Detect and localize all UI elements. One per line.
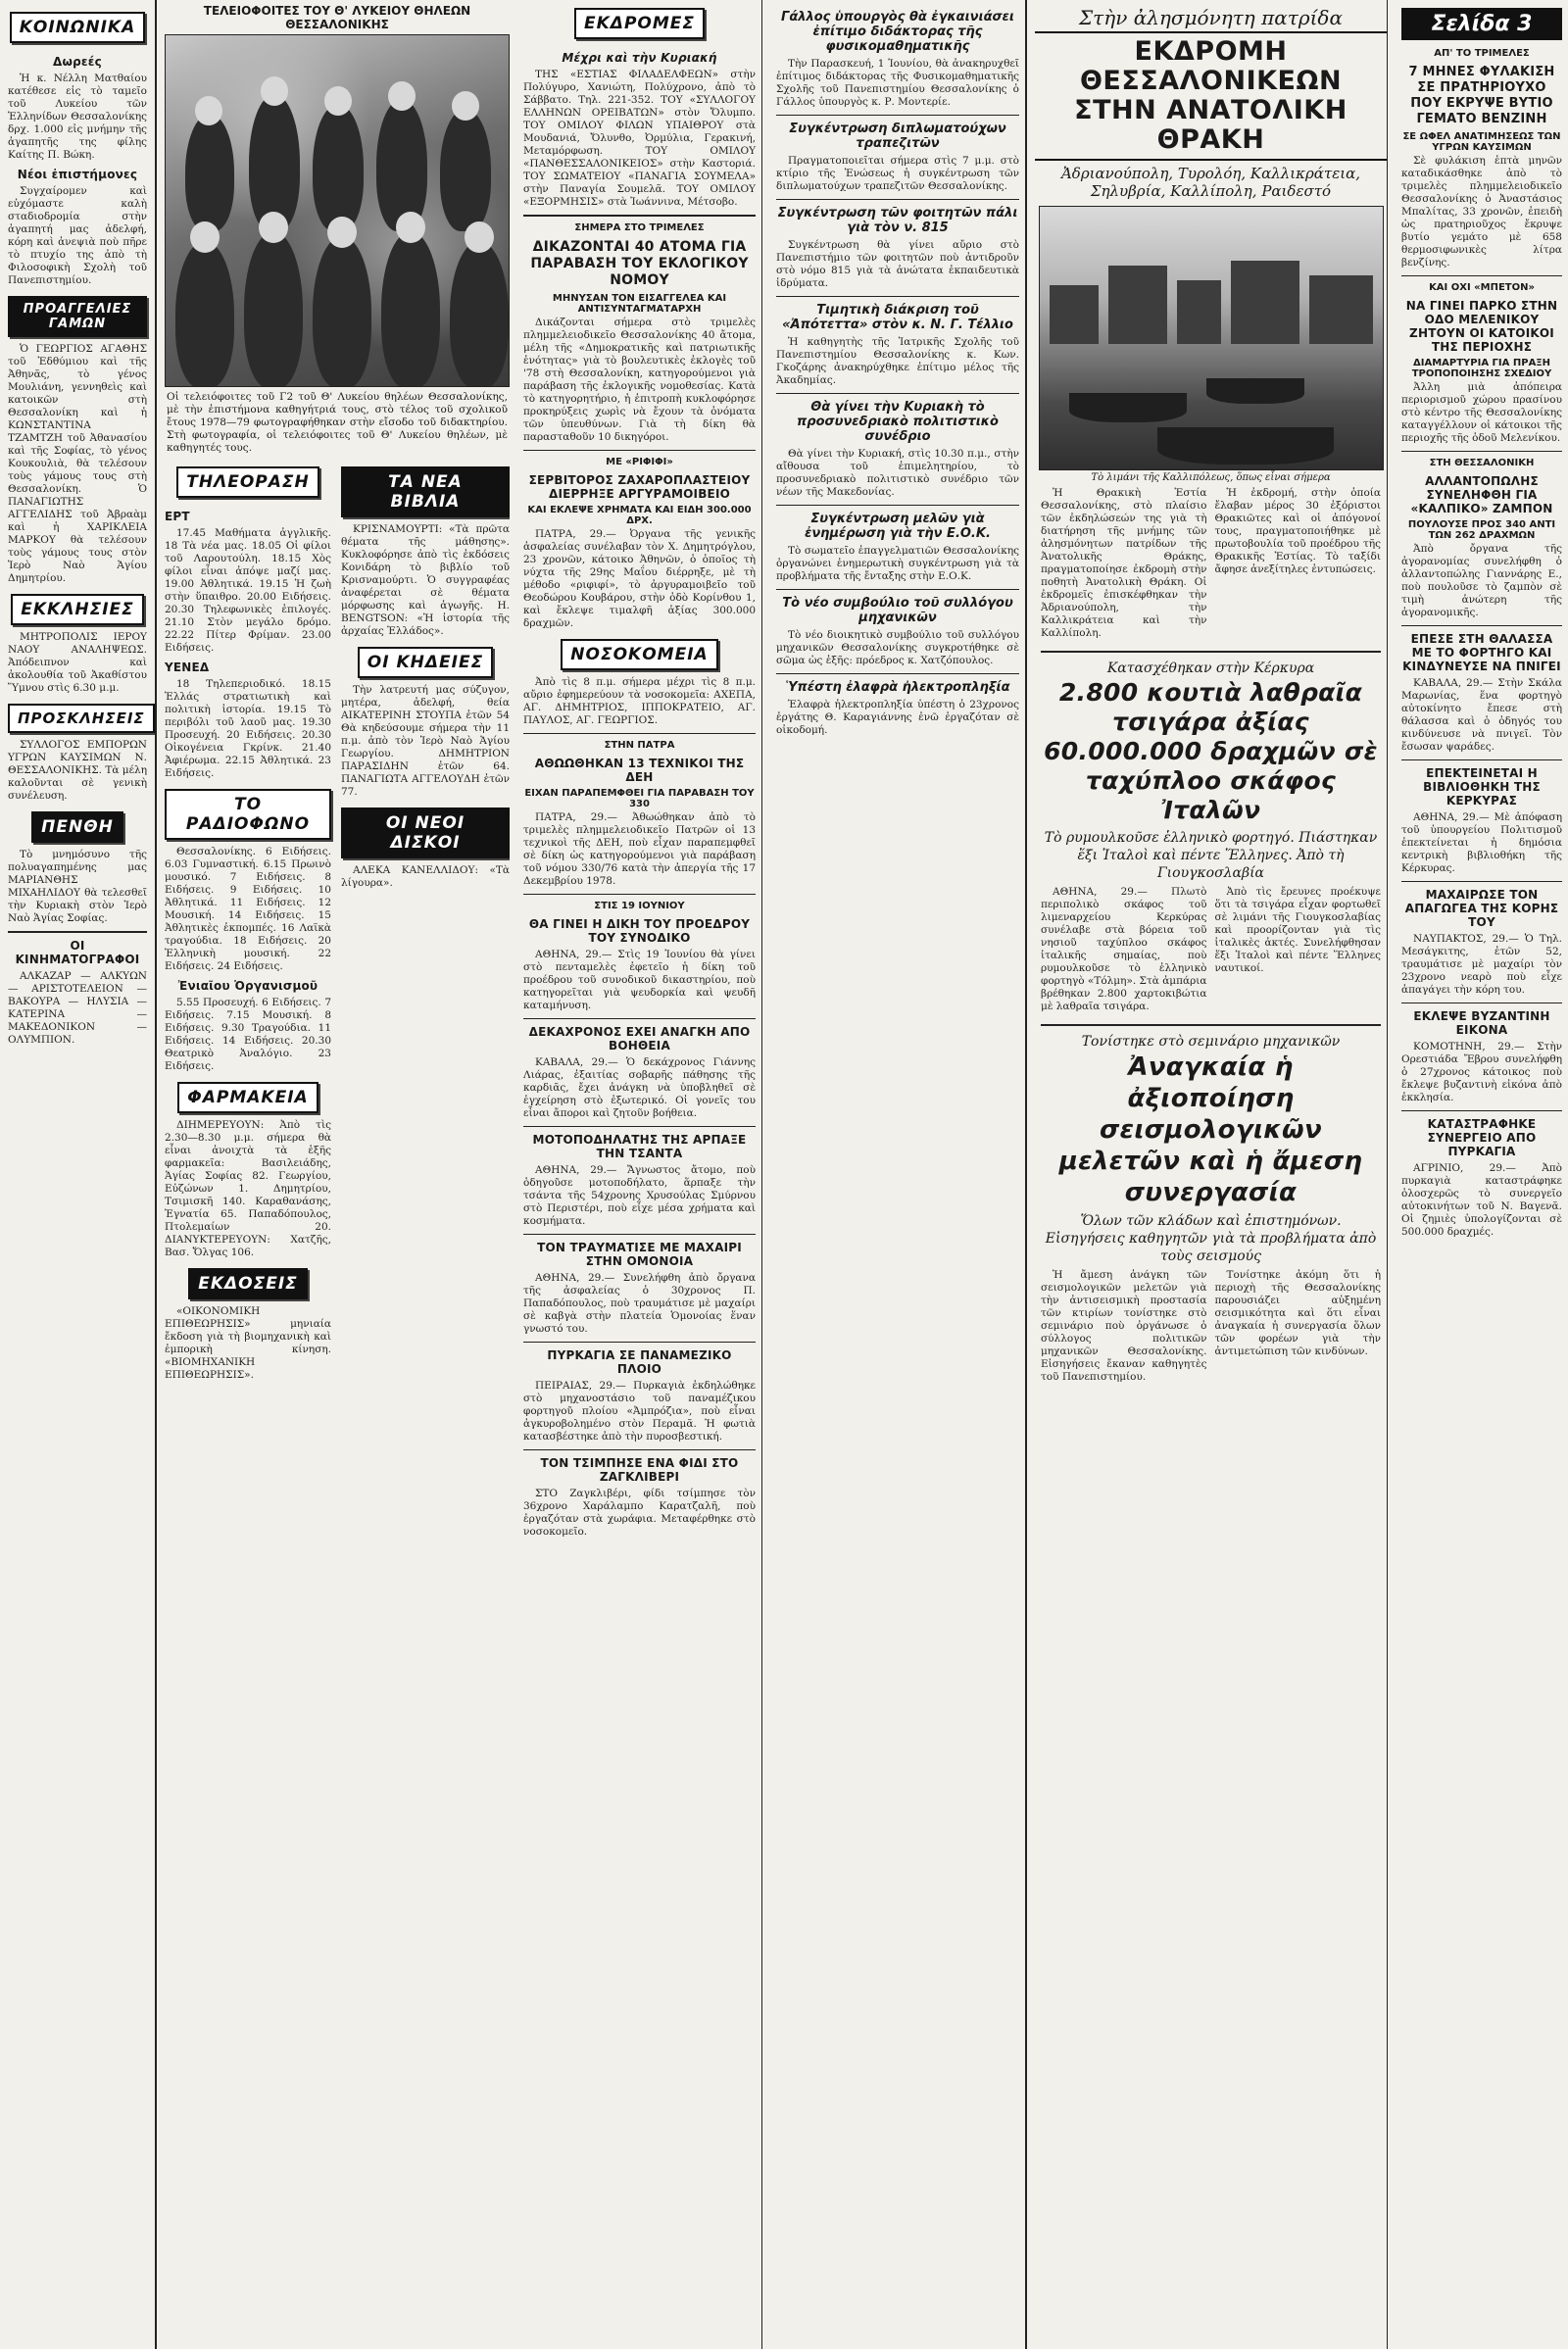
congress-text: Θὰ γίνει τὴν Κυριακή, στὶς 10.30 π.μ., στὴν αἴθουσα τοῦ ἐπιμελητηρίου, τὸ προσυνεδριακὸ πολιτιστικὸ συνέδριο τῶν νέων τῆς Μακεδονίας. [776, 448, 1019, 498]
yened-schedule: 18 Τηλεπεριοδικό. 18.15 Ἑλλάς στρατιωτικὴ καὶ πολιτικὴ ἱστορία. 19.15 Τὸ περιβόλι τοῦ λαοῦ μας. 19.30 Προσευχή. 20 Ειδήσεις. 20.30 Οἰκογένεια Γκρίνκ. 21.40 Ἀφιέρωμα. 22.15 Ἀθλητικά. 23 Ειδήσεις. [165, 678, 331, 779]
ert-title: ΕΡΤ [165, 510, 190, 523]
news-column-1 [517, 0, 762, 2349]
tenyear-text: ΚΑΒΑΛΑ, 29.— Ὁ δεκάχρονος Γιάννης Λιάρας, ἐξαιτίας σοβαρῆς πάθησης τῆς καρδιᾶς, ἔχει ἀνάγκη νὰ ὑποβληθεῖ σὲ ἐγχείρηση στὸ ἐξωτερικό. Οἱ γονεῖς του εἶναι ἄποροι καὶ ζητοῦν βοήθεια. [523, 1056, 756, 1119]
fuel-headline: 7 ΜΗΝΕΣ ΦΥΛΑΚΙΣΗ ΣΕ ΠΡΑΤΗΡΙΟΥΧΟ ΠΟΥ ΕΚΡΥΨΕ ΒΥΤΙΟ ΓΕΜΑΤΟ ΒΕΝΖΙΝΗ [1408, 65, 1555, 126]
radio-schedule: Θεσσαλονίκης. 6 Ειδήσεις. 6.03 Γυμναστική. 6.15 Πρωινὸ μουσικό. 7 Ειδήσεις. 8 Ειδήσεις. 9 Ειδήσεις. 10 Ἀθλητικά. 11 Ειδήσεις. 12 Μουσική. 14 Ειδήσεις. 15 Ἀθλητικὲς ἐκπομπές. 16 Λαϊκὰ τραγούδια. 18 Ειδήσεις. 20 Ἐλληνικὴ μουσική. 22 Ειδήσεις. 24 Ειδήσεις. [165, 846, 331, 972]
broadcast-column [165, 461, 331, 1385]
second-program-title: Ἐνιαῖου Ὀργανισμοῦ [177, 979, 318, 993]
fire-headline: ΚΑΤΑΣΤΡΑΦΗΚΕ ΣΥΝΕΡΓΕΙΟ ΑΠΟ ΠΥΡΚΑΓΙΑ [1427, 1117, 1537, 1158]
funerals-text: Τὴν λατρευτή μας σύζυγον, μητέρα, ἀδελφή, θεία ΑΙΚΑΤΕΡΙΝΗ ΣΤΟΥΠΑ ἐτῶν 54 Θὰ κηδεύσουμε σήμερα τὴν 11 π.μ. ἀπὸ τὸν Ἱερὸ Ναὸ Ἁγίου Γεωργίου. ΔΗΜΗΤΡΙΟΝ ΠΑΡΑΣΙΔΗΝ ἐτῶν 64. ΠΑΝΑΓΙΩΤΑ ΑΓΓΕΛΟΥΔΗ ἐτῶν 77. [341, 684, 510, 798]
excursions-text: ΤΗΣ «ΕΣΤΙΑΣ ΦΙΛΑΔΕΛΦΕΩΝ» στὴν Πολύγυρο, Χανιώτη, Πολύχρονο, ἀπὸ τὸ Σάββατο. Τηλ. 221-352. ΤΟΥ «ΣΥΛΛΟΓΟΥ ΕΛΛΗΝΩΝ ΟΡΕΙΒΑΤΩΝ» στὸν Ὄλυμπο. ΤΟΥ ΟΜΙΛΟΥ ΦΙΛΩΝ ΥΠΑΙΘΡΟΥ στὰ Μουδανιά, Ὄλυνθο, Ὀρμύλια, Γερακινή, Μεταμόρφωση. ΤΟΥ ΟΜΙΛΟΥ «ΠΑΝΘΕΣΣΑΛΟΝΙΚΕΙΟΣ» στὴν Καστοριά. ΤΟΥ ΣΩΜΑΤΕΙΟΥ «ΠΑΝΑΓΙΑ ΣΟΥΜΕΛΑ» στὴν Παναγία Σουμελᾶ. ΤΟΥ ΟΜΙΛΟΥ «ΕΞΟΡΜΗΣΙΣ» στὰ Ἰωάννινα, Μέτσοβο. [523, 69, 756, 208]
tv-banner: ΤΗΛΕΟΡΑΣΗ [176, 466, 319, 498]
electro-headline: Ὑπέστη ἐλαφρὰ ἠλεκτροπληξία [785, 680, 1010, 695]
hospitals-banner: ΝΟΣΟΚΟΜΕΙΑ [561, 639, 717, 670]
park-subhead: ΔΙΑΜΑΡΤΥΡΙΑ ΓΙΑ ΠΡΑΞΗ ΤΡΟΠΟΠΟΙΗΣΗΣ ΣΧΕΔΙΟΥ [1411, 358, 1552, 379]
patra-kicker: ΣΤΗΝ ΠΑΤΡΑ [604, 740, 675, 751]
society-column [0, 0, 157, 2349]
smuggle-kicker: Κατασχέθηκαν στὴν Κέρκυρα [1106, 661, 1315, 676]
trial-subhead: ΜΗΝΥΣΑΝ ΤΟΝ ΕΙΣΑΓΓΕΛΕΑ ΚΑΙ ΑΝΤΙΣΥΝΤΑΓΜΑΤΑΡΧΗ [552, 293, 727, 315]
sea-text: ΚΑΒΑΛΑ, 29.— Στὴν Σκάλα Μαρωνίας, ἕνα φορτηγὸ αὐτοκίνητο ἔπεσε στὴ θάλασσα καὶ ὁ ὁδηγός του κινδύνευσε νὰ πνιγεῖ. Τὸν ἔσωσαν ψαράδες. [1401, 677, 1562, 753]
rifi-kicker: ΜΕ «ΡΙΦΙΦΙ» [606, 457, 673, 467]
page-number-label: Σελίδα 3 [1401, 8, 1562, 40]
smuggle-headline: 2.800 κουτιὰ λαθραῖα τσιγάρα ἀξίας 60.000.000 δραχμῶν σὲ ταχύπλοο σκάφος Ἰταλῶν [1044, 678, 1378, 824]
records-text: ΑΛΕΚΑ ΚΑΝΕΛΛΙΔΟΥ: «Τὰ λίγουρα». [341, 864, 510, 889]
right-column [1396, 0, 1568, 2349]
allant-headline: ΑΛΛΑΝΤΟΠΩΛΗΣ ΣΥΝΕΛΗΦΘΗ ΓΙΑ «ΚΑΛΠΙΚΟ» ΖΑΜΠΟΝ [1410, 474, 1553, 515]
trial-kicker: ΣΗΜΕΡΑ ΣΤΟ ΤΡΙΜΕΛΕΣ [574, 222, 705, 233]
park-kicker: ΚΑΙ ΟΧΙ «ΜΠΕΤΟΝ» [1429, 282, 1535, 293]
mourning-text: Τὸ μνημόσυνο τῆς πολυαγαπημένης μας ΜΑΡΙΑΝΘΗΣ ΜΙΧΑΗΛΙΔΟΥ θὰ τελεσθεῖ τὴν Κυριακὴ στὸν Ἱερὸ Ναὸ Ἁγίας Σοφίας. [8, 849, 147, 924]
lecture-headline: Τιμητικὴ διάκριση τοῦ «Ἀπότεττα» στὸν κ. Ν. Γ. Τέλλιο [782, 303, 1013, 332]
donations-text: Ἡ κ. Νέλλη Ματθαίου κατέθεσε εἰς τὸ ταμεῖο τοῦ Λυκείου τῶν Ἑλληνίδων Θεσσαλονίκης δρχ. 1.000 εἰς μνήμην τῆς ἀγαπητῆς της φίλης Καίτης Π. Βώκη. [8, 73, 147, 161]
bank-headline: Συγκέντρωση διπλωματούχων τραπεζιτῶν [789, 122, 1006, 151]
snake-text: ΣΤΟ Ζαγκλιβέρι, φίδι τσίμπησε τὸν 36χρονο Χαράλαμπο Καρατζαλῆ, ποὺ ἐργαζόταν στὰ χωράφια. Μεταφέρθηκε στὸ νοσοκομεῖο. [523, 1488, 756, 1538]
seminar-kicker: Τονίστηκε στὸ σεμινάριο μηχανικῶν [1081, 1034, 1341, 1050]
seminar-subhead: Ὅλων τῶν κλάδων καὶ ἐπιστημόνων. Εἰσηγήσεις καθηγητῶν γιὰ τὰ προβλήματα ἀπὸ τοὺς σεισμούς [1045, 1213, 1377, 1264]
graduates-photo [165, 34, 510, 387]
excursions-title: Μέχρι καὶ τὴν Κυριακή [562, 51, 717, 65]
editions-text: «ΟΙΚΟΝΟΜΙΚΗ ΕΠΙΘΕΩΡΗΣΙΣ» μηνιαία ἔκδοση γιὰ τὴ βιομηχανικὴ καὶ ἐμπορικὴ κίνηση. «ΒΙΟΜΗΧΑΝΙΚΗ ΕΠΙΘΕΩΡΗΣΙΣ». [165, 1305, 331, 1381]
students-headline: Συγκέντρωση τῶν φοιτητῶν πάλι γιὰ τὸν ν. 815 [777, 206, 1018, 235]
new-graduates-title: Νέοι ἐπιστήμονες [17, 168, 138, 181]
books-banner: ΤΑ ΝΕΑ ΒΙΒΛΙΑ [341, 466, 510, 517]
electro-text: Ἐλαφρὰ ἠλεκτροπληξία ὑπέστη ὁ 23χρονος ἐργάτης Θ. Καραγιάννης ἐνῶ ἐργαζόταν σὲ οἰκοδομή. [776, 699, 1019, 736]
park-text: Ἀλλη μιὰ ἀπόπειρα περιορισμοῦ χώρου πρασίνου στὸ κέντρο τῆς Θεσσαλονίκης καταγγέλλουν οἱ κάτοικοι τῆς περιοχῆς τῆς ὁδοῦ Μελενίκου. [1401, 381, 1562, 444]
gallop-text: Τὴν Παρασκευή, 1 Ἰουνίου, θὰ ἀνακηρυχθεῖ ἐπίτιμος διδάκτορας τῆς Φυσικομαθηματικῆς Σχολῆς τοῦ Πανεπιστημίου Θεσσαλονίκης ὁ Γάλλος ὑπουργὸς κ. Ρ. Μοντερίε. [776, 58, 1019, 108]
radio-banner: ΤΟ ΡΑΔΙΟΦΩΝΟ [165, 789, 331, 840]
cinemas-title: ΟΙ ΚΙΝΗΜΑΤΟΓΡΑΦΟΙ [15, 939, 140, 966]
june-headline: ΘΑ ΓΙΝΕΙ Η ΔΙΚΗ ΤΟΥ ΠΡΟΕΔΡΟΥ ΤΟΥ ΣΥΝΟΔΙΚΟ [528, 917, 751, 945]
kallipoli-photo-caption: Τὸ λιμάνι τῆς Καλλιπόλεως, ὅπως εἶναι σήμερα [1091, 472, 1331, 483]
sea-headline: ΕΠΕΣΕ ΣΤΗ ΘΑΛΑΣΣΑ ΜΕ ΤΟ ΦΟΡΤΗΓΟ ΚΑΙ ΚΙΝΔΥΝΕΥΣΕ ΝΑ ΠΝΙΓΕΙ [1402, 632, 1561, 673]
rifi-subhead: ΚΑΙ ΕΚΛΕΨΕ ΧΡΗΜΑΤΑ ΚΑΙ ΕΙΔΗ 300.000 ΔΡΧ. [527, 505, 752, 526]
eok-headline: Συγκέντρωση μελῶν γιὰ ἐνημέρωση γιὰ τὴν Ε.Ο.Κ. [805, 512, 991, 541]
pharmacies-banner: ΦΑΡΜΑΚΕΙΑ [177, 1082, 318, 1113]
fire-text: ΑΓΡΙΝΙΟ, 29.— Ἀπὸ πυρκαγιὰ καταστράφηκε ὁλοσχερῶς τὸ συνεργεῖο αὐτοκινήτων τοῦ Ν. Βαγενᾶ. Οἱ ζημιὲς ὑπολογίζονται σὲ 500.000 δραχμές. [1401, 1162, 1562, 1238]
trial-headline: ΔΙΚΑΖΟΝΤΑΙ 40 ΑΤΟΜΑ ΓΙΑ ΠΑΡΑΒΑΣΗ ΤΟΥ ΕΚΛΟΓΙΚΟΥ ΝΟΜΟΥ [530, 239, 749, 288]
bank-text: Πραγματοποιεῖται σήμερα στὶς 7 μ.μ. στὸ κτίριο τῆς Ἐνώσεως ἡ συγκέντρωση τῶν διπλωματούχων τραπεζιτῶν Θεσσαλονίκης. [776, 155, 1019, 192]
moto-headline: ΜΟΤΟΠΟΔΗΛΑΤΗΣ ΤΗΣ ΑΡΠΑΞΕ ΤΗΝ ΤΣΑΝΤΑ [532, 1133, 747, 1160]
board-text: Τὸ νέο διοικητικὸ συμβούλιο τοῦ συλλόγου μηχανικῶν Θεσσαλονίκης συγκροτήθηκε σὲ σῶμα ὡς ἑξῆς: πρόεδρος κ. Χατζόπουλος. [776, 629, 1019, 666]
eok-text: Τὸ σωματεῖο ἐπαγγελματιῶν Θεσσαλονίκης ὀργανώνει ἐνημερωτικὴ συγκέντρωση γιὰ τὰ προβλήματα τῆς ἔνταξης στὴν Ε.Ο.Κ. [776, 545, 1019, 582]
invitations-text: ΣΥΛΛΟΓΟΣ ΕΜΠΟΡΩΝ ΥΓΡΩΝ ΚΑΥΣΙΜΩΝ Ν. ΘΕΣΣΑΛΟΝΙΚΗΣ. Τὰ μέλη καλοῦνται σὲ γενικὴ συνέλευση. [8, 739, 147, 802]
tenyear-headline: ΔΕΚΑΧΡΟΝΟΣ ΕΧΕΙ ΑΝΑΓΚΗ ΑΠΟ ΒΟΗΘΕΙΑ [528, 1025, 751, 1052]
trip-kicker: Στὴν ἀλησμόνητη πατρίδα [1079, 6, 1343, 29]
congress-headline: Θὰ γίνει τὴν Κυριακὴ τὸ προσυνεδριακὸ πολιτιστικὸ συνέδριο [797, 400, 999, 444]
funerals-banner: ΟΙ ΚΗΔΕΙΕΣ [358, 647, 493, 678]
allant-text: Ἀπὸ ὄργανα τῆς ἀγορανομίας συνελήφθη ὁ ἀλλαντοπώλης Γιαννάρης Ε., ποὺ πουλοῦσε τὸ ζαμπὸν σὲ τιμὴ ἀνώτερη τῆς ἀγορανομικῆς. [1401, 543, 1562, 618]
trip-text-2: Ἡ ἐκδρομή, στὴν ὁποία ἔλαβαν μέρος 30 ἐξόριστοι Θρακιῶτες καὶ οἱ ἀπόγονοί τους, πραγματοποιήθηκε μὲ πρωτοβουλία τοῦ προέδρου τῆς Θρακικῆς Ἑστίας. Τὸ ταξίδι ἄφησε ἀνεξίτηλες ἐντυπώσεις. [1214, 487, 1381, 575]
smuggle-text-1: ΑΘΗΝΑ, 29.— Πλωτὸ περιπολικὸ σκάφος τοῦ λιμεναρχείου Κερκύρας συνέλαβε στὰ βόρεια τοῦ νησιοῦ ταχύπλοο σκάφος ἰταλικῆς σημαίας, ποὺ ρυμουλκοῦσε τὸ ἑλληνικὸ φορτηγὸ «Τόλμη». Στὰ ἀμπάρια βρέθηκαν 2.800 χαρτοκιβώτια μὲ λαθραῖα τσιγάρα. [1041, 886, 1207, 1012]
invitations-banner: ΠΡΟΣΚΛΗΣΕΙΣ [8, 704, 155, 733]
churches-banner: ΕΚΚΛΗΣΙΕΣ [11, 594, 144, 625]
gallop-headline: Γάλλος ὑπουργὸς θὰ ἐγκαινιάσει ἐπίτιμο διδάκτορας τῆς φυσικομαθηματικῆς [781, 10, 1014, 54]
pharmacies-text: ΔΙΗΜΕΡΕΥΟΥΝ: Ἀπὸ τὶς 2.30—8.30 μ.μ. σήμερα θὰ εἶναι ἀνοιχτὰ τὰ ἑξῆς φαρμακεῖα: Βασιλειάδης, Ἁγίας Σοφίας 82. Γεωργίου, Εὐζώνων 1. Δημητρίου, Τσιμισκῆ 140. Καραθανάσης, Ἐγνατία 65. Παπαδόπουλος, Πτολεμαίων 20. ΔΙΑΝΥΚΤΕΡΕΥΟΥΝ: Χατζῆς, Βασ. Ὄλγας 106. [165, 1119, 331, 1258]
trip-headline: ΕΚΔΡΟΜΗ ΘΕΣΣΑΛΟΝΙΚΕΩΝ ΣΤΗΝ ΑΝΑΤΟΛΙΚΗ ΘΡΑΚΗ [1035, 31, 1387, 161]
excursions-banner: ΕΚΔΡΟΜΕΣ [574, 8, 705, 39]
feature-column [1035, 0, 1388, 2349]
wounded-headline: ΤΟΝ ΤΡΑΥΜΑΤΙΣΕ ΜΕ ΜΑΧΑΙΡΙ ΣΤΗΝ ΟΜΟΝΟΙΑ [537, 1241, 742, 1268]
board-headline: Τὸ νέο συμβούλιο τοῦ συλλόγου μηχανικῶν [782, 596, 1013, 625]
fuel-kicker: ΑΠ' ΤΟ ΤΡΙΜΕΛΕΣ [1434, 48, 1530, 59]
cinemas-text: ΑΛΚΑΖΑΡ — ΑΛΚΥΩΝ — ΑΡΙΣΤΟΤΕΛΕΙΟΝ — ΒΑΚΟΥΡΑ — ΗΛΥΣΙΑ — ΚΑΤΕΡΙΝΑ — ΜΑΚΕΔΟΝΙΚΟΝ — ΟΛΥΜΠΙΟΝ. [8, 970, 147, 1046]
moto-text: ΑΘΗΝΑ, 29.— Ἄγνωστος ἄτομο, ποὺ ὁδηγοῦσε μοτοποδήλατο, ἅρπαξε τὴν τσάντα τῆς 54χρονης Χρυσούλας Σμύρνου στὸ Περιστέρι, ποὺ εἶχε μέσα χρήματα καὶ κοσμήματα. [523, 1164, 756, 1227]
june-text: ΑΘΗΝΑ, 29.— Στὶς 19 Ἰουνίου θὰ γίνει στὸ πενταμελὲς ἐφετεῖο ἡ δίκη τοῦ προέδρου τοῦ συνοδικοῦ δικαστηρίου, ποὺ κατηγορεῖται γιὰ ψευδορκία καὶ ψευδῆ καταμήνυση. [523, 949, 756, 1011]
rifi-text: ΠΑΤΡΑ, 29.— Ὀργανα τῆς γενικῆς ἀσφαλείας συνέλαβαν τὸν Χ. Δημητρόγλου, 23 χρονῶν, κάτοικο Ἀθηνῶν, ὁ ὁποῖος τὴ νύχτα τῆς 29ης Μαΐου διέρρηξε, μὲ τὴ μέθοδο «ριφιφί», τὸ ἀργυραμοιβεῖο τοῦ Θεοδώρου Κουβάρου, στὴν ὁδὸ Κορίνθου 1, καὶ ἔκλεψε τιμαλφῆ ἀξίας 300.000 δραχμῶν. [523, 528, 756, 629]
second-program-schedule: 5.55 Προσευχή. 6 Ειδήσεις. 7 Ειδήσεις. 7.15 Μουσική. 8 Ειδήσεις. 9.30 Τραγούδια. 11 Ειδήσεις. 14 Ειδήσεις. 20.30 Θεατρικὸ Ἀναλόγιο. 23 Ειδήσεις. [165, 997, 331, 1072]
trip-text-1: Ἡ Θρακικὴ Ἑστία Θεσσαλονίκης, στὸ πλαίσιο τῶν ἐκδηλώσεών της γιὰ τὴ διατήρηση τῆς μνήμης τῶν ἀλησμόνητων πατρίδων τῆς Ἀνατολικῆς Θράκης, πραγματοποίησε ἐκδρομὴ στὴν ποθητὴ Ἀνατολικὴ Θράκη. Οἱ ἐκδρομεῖς ἐπισκέφθηκαν τὴν Ἀδριανούπολη, τὴν Καλλικράτεια καὶ τὴν Καλλίπολη. [1041, 487, 1207, 639]
news-column-2 [770, 0, 1027, 2349]
trial-text: Δικάζονται σήμερα στὸ τριμελὲς πλημμελειοδικεῖο Θεσσαλονίκης 40 ἄτομα, μέλη τῆς «Δημοκρατικῆς καὶ πατριωτικῆς ἑνότητας» γιὰ τὸ βουλευτικὲς ἐκλογὲς τοῦ '78 στὴ Θεσσαλονίκη, κατηγορούμενοι γιὰ παράβαση τῆς ἐκλογικῆς νομοθεσίας. Κατὰ τὸ κατηγορητήριο, ἡ ἐπιτροπὴ κυκλοφόρησε προκηρύξεις χωρὶς νὰ ἔχουν τὰ ὀνόματα τῶν ὑπευθύνων. Γιὰ τὴ δίκη θὰ παρασταθοῦν 10 δικηγόροι. [523, 317, 756, 443]
trip-subhead: Ἀδριανούπολη, Τυρολόη, Καλλικράτεια, Σηλυβρία, Καλλίπολη, Ραιδεστό [1060, 165, 1361, 200]
seminar-headline: Ἀναγκαία ἡ ἀξιοποίηση σεισμολογικῶν μελετῶν καὶ ἡ ἄμεση συνεργασία [1058, 1052, 1363, 1207]
smuggle-subhead: Τὸ ρυμουλκοῦσε ἑλληνικὸ φορτηγό. Πιάστηκαν ἕξι Ἰταλοὶ καὶ πέντε Ἕλληνες. Ἀπὸ τὴ Γιουγκοσλαβία [1044, 830, 1378, 881]
ship-headline: ΠΥΡΚΑΓΙΑ ΣΕ ΠΑΝΑΜΕΖΙΚΟ ΠΛΟΙΟ [547, 1348, 732, 1376]
ert-schedule: 17.45 Μαθήματα ἀγγλικῆς. 18 Τὰ νέα μας. 18.05 Οἱ φίλοι τοῦ Λαρουτούλη. 18.15 Χὸς φίλοι εἶναι ἀπόψε μαζί μας. 19.00 Ἀθλητικά. 19.15 Ἡ ζωὴ στὴν ὕπαιθρο. 20.00 Ειδήσεις. 20.30 Τηλεφωνικὲς ἐπιλογές. 21.10 Στὸν μεγάλο δρόμο. 22.22 Πίτερ Φρίμαν. 23.00 Ειδήσεις. [165, 527, 331, 654]
students-text: Συγκέντρωση θὰ γίνει αὔριο στὸ Πανεπιστήμιο τῶν φοιτητῶν ποὺ ἀντιδροῦν στὸ νόμο 815 γιὰ τὰ ἀνώτατα ἐκπαιδευτικὰ ἱδρύματα. [776, 239, 1019, 289]
park-headline: ΝΑ ΓΙΝΕΙ ΠΑΡΚΟ ΣΤΗΝ ΟΔΟ ΜΕΛΕΝΙΚΟΥ ΖΗΤΟΥΝ ΟΙ ΚΑΤΟΙΚΟΙ ΤΗΣ ΠΕΡΙΟΧΗΣ [1405, 299, 1558, 354]
ship-text: ΠΕΙΡΑΙΑΣ, 29.— Πυρκαγιὰ ἐκδηλώθηκε στὸ μηχανοστάσιο τοῦ παναμέζικου φορτηγοῦ πλοίου «Ἀμπρόζια», ποὺ εἶναι ἀγκυροβολημένο στὸν Περαμᾶ. Ἡ φωτιὰ κατασβέστηκε ἀπὸ τὴν πυροσβεστική. [523, 1380, 756, 1443]
donations-title: Δωρεές [53, 55, 102, 69]
patra-subhead: ΕΙΧΑΝ ΠΑΡΑΠΕΜΦΘΕΙ ΓΙΑ ΠΑΡΑΒΑΣΗ ΤΟΥ 330 [524, 788, 755, 809]
smuggle-text-2: Ἀπὸ τὶς ἔρευνες προέκυψε ὅτι τὰ τσιγάρα εἶχαν φορτωθεῖ σὲ λιμάνι τῆς Γιουγκοσλαβίας καὶ προορίζονταν γιὰ τὶς ἰταλικὲς ἀκτές. Συνελήφθησαν ἕξι Ἰταλοὶ καὶ πέντε Ἕλληνες ναυτικοί. [1214, 886, 1381, 974]
kallipoli-harbour-photo [1039, 206, 1384, 470]
icon-theft-text: ΚΟΜΟΤΗΝΗ, 29.— Στὴν Ορεστιάδα Ἔβρου συνελήφθη ὁ 27χρονος κάτοικος ποὺ ἔκλεψε βυζαντινὴ εἰκόνα ἀπὸ ἐκκλησία. [1401, 1041, 1562, 1103]
graduates-photo-caption: Οἱ τελειόφοιτες τοῦ Γ2 τοῦ Θ' Λυκείου θηλέων Θεσσαλονίκης, μὲ τὴν ἐπιστήμονα καθηγήτριά τους, στὸ τέλος τοῦ σχολικοῦ ἔτους 1978—79 φωτογραφήθηκαν στὴν εἴσοδο τοῦ διδακτηρίου. Στὴ φωτογραφία, οἱ τελειόφοιτες τοῦ Θ' Λυκείου θηλέων, μὲ καθηγητές τους. [167, 391, 508, 454]
snake-headline: ΤΟΝ ΤΣΙΜΠΗΣΕ ΕΝΑ ΦΙΔΙ ΣΤΟ ΖΑΓΚΛΙΒΕΡΙ [540, 1456, 739, 1484]
lecture-text: Ἡ καθηγητὴς τῆς Ἰατρικῆς Σχολῆς τοῦ Πανεπιστημίου Θεσσαλονίκης κ. Κων. Γκοζάρης ἀνακηρύχθηκε ἐπίτιμο μέλος τῆς Ἀκαδημίας. [776, 336, 1019, 386]
icon-theft-headline: ΕΚΛΕΨΕ ΒΥΖΑΝΤΙΝΗ ΕΙΚΟΝΑ [1413, 1009, 1550, 1037]
library-text: ΑΘΗΝΑ, 29.— Μὲ ἀπόφαση τοῦ ὑπουργείου Πολιτισμοῦ ἐπεκτείνεται ἡ δημόσια κεντρικὴ βιβλιοθήκη τῆς Κέρκυρας. [1401, 811, 1562, 874]
editions-banner: ΕΚΔΟΣΕΙΣ [188, 1268, 308, 1299]
records-banner: ΟΙ ΝΕΟΙ ΔΙΣΚΟΙ [341, 807, 510, 858]
knife-headline: ΜΑΧΑΙΡΩΣΕ ΤΟΝ ΑΠΑΓΩΓΕΑ ΤΗΣ ΚΟΡΗΣ ΤΟΥ [1404, 888, 1559, 929]
yened-title: ΥΕΝΕΔ [165, 661, 210, 674]
new-graduates-text: Συγχαίρομεν καὶ εὐχόμαστε καλὴ σταδιοδρομία στὴν ἀγαπητή μας ἀδελφή, κόρη καὶ ἀνεψιὰ ποὺ πῆρε τὸ πτυχίο της ἀπὸ τὴ Φιλοσοφικὴ Σχολὴ τοῦ Πανεπιστημίου. [8, 185, 147, 286]
excursions-column [341, 461, 510, 893]
library-headline: ΕΠΕΚΤΕΙΝΕΤΑΙ Η ΒΙΒΛΙΟΘΗΚΗ ΤΗΣ ΚΕΡΚΥΡΑΣ [1423, 766, 1541, 807]
fuel-text: Σὲ φυλάκιση ἑπτὰ μηνῶν καταδικάσθηκε ἀπὸ τὸ τριμελὲς πλημμελειοδικεῖο Θεσσαλονίκης ὁ Ἀναστάσιος Μπαλίτας, 33 χρονῶν, ἐπειδὴ ὡς πρατηριοῦχος ἔκρυψε βυτίο γεμάτο μὲ 658 θερμοσιφωνικὲς λίτρα βενζίνης. [1401, 155, 1562, 269]
knife-text: ΝΑΥΠΑΚΤΟΣ, 29.— Ὁ Τηλ. Μεσάγκιτης, ἐτῶν 52, τραυμάτισε μὲ μαχαίρι τὸν 23χρονο νεαρὸ ποὺ εἶχε ἀπαγάγει τὴν κόρη του. [1401, 933, 1562, 996]
engagements-banner: ΠΡΟΑΓΓΕΛΙΕΣ ΓΑΜΩΝ [8, 296, 147, 337]
seminar-text-1: Ἡ ἄμεση ἀνάγκη τῶν σεισμολογικῶν μελετῶν γιὰ τὴν ἀντισεισμικὴ προστασία τῶν κτιρίων τονίστηκε στὸ σεμινάριο ποὺ ὀργάνωσε ὁ σύλλογος πολιτικῶν μηχανικῶν Θεσσαλονίκης. Εἰσηγήσεις ἔκαναν καθηγητὲς τοῦ Πανεπιστημίου. [1041, 1269, 1207, 1383]
engagements-text: Ὁ ΓΕΩΡΓΙΟΣ ΑΓΑΘΗΣ τοῦ Ἐδθύμιου καὶ τῆς Ἀθηνᾶς, τὸ γένος Μουλιάνη, γεννηθεὶς καὶ κατοικῶν στὴ Θεσσαλονίκη καὶ ἡ ΚΩΝΣΤΑΝΤΙΝΑ ΤΖΑΜΤΖΗ τοῦ Ἀθανασίου καὶ τῆς Σοφίας, τὸ γένος Κουκουλιὰ, θὰ τελέσουν τοὺς γάμους τους στὴ Θεσσαλονίκη. Ὁ ΠΑΝΑΓΙΩΤΗΣ ΑΓΓΕΛΙΔΗΣ τοῦ Ἀβραὰμ καὶ ἡ ΧΑΡΙΚΛΕΙΑ ΜΑΡΚΟΥ θὰ τελέσουν τοὺς γάμους τους στὸν Ἱερὸ Ναὸ Ἁγίου Δημητρίου. [8, 343, 147, 584]
allant-kicker: ΣΤΗ ΘΕΣΣΑΛΟΝΙΚΗ [1429, 458, 1535, 468]
social-banner: ΚΟΙΝΩΝΙΚΑ [10, 12, 146, 43]
churches-text: ΜΗΤΡΟΠΟΛΙΣ ΙΕΡΟΥ ΝΑΟΥ ΑΝΑΛΗΨΕΩΣ. Ἀπόδειπνον καὶ ἀκολουθία τοῦ Ἀκαθίστου Ὕμνου στὶς 6.30 μ.μ. [8, 631, 147, 694]
allant-subhead: ΠΟΥΛΟΥΣΕ ΠΡΟΣ 340 ΑΝΤΙ ΤΩΝ 262 ΔΡΑΧΜΩΝ [1407, 519, 1556, 541]
patra-text: ΠΑΤΡΑ, 29.— Ἀθωώθηκαν ἀπὸ τὸ τριμελὲς πλημμελειοδικεῖο Πατρῶν οἱ 13 τεχνικοὶ τῆς ΔΕΗ, ποὺ εἶχαν παραπεμφθεῖ σὲ δίκη ὡς κατηγορούμενοι γιὰ παράβαση τοῦ νόμου 330/76 κατὰ τὴν ἀπεργία τῆς 17 Δεκεμβρίου 1978. [523, 811, 756, 887]
fuel-subhead: ΣΕ ΩΦΕΛ ΑΝΑΤΙΜΗΣΕΩΣ ΤΩΝ ΥΓΡΩΝ ΚΑΥΣΙΜΩΝ [1402, 131, 1561, 153]
june-kicker: ΣΤΙΣ 19 ΙΟΥΝΙΟΥ [594, 901, 685, 911]
seminar-text-2: Τονίστηκε ἀκόμη ὅτι ἡ περιοχὴ τῆς Θεσσαλονίκης παρουσιάζει αὐξημένη σεισμικότητα καὶ ὅτι εἶναι ἀναγκαία ἡ συνεργασία ὅλων τῶν φορέων γιὰ τὴν ἀντιμετώπιση τῶν κινδύνων. [1214, 1269, 1381, 1357]
hospitals-text: Ἀπὸ τὶς 8 π.μ. σήμερα μέχρι τὶς 8 π.μ. αὔριο ἐφημερεύουν τὰ νοσοκομεῖα: ΑΧΕΠΑ, ΑΓ. ΔΗΜΗΤΡΙΟΣ, ΙΠΠΟΚΡΑΤΕΙΟ, ΑΓ. ΠΑΥΛΟΣ, ΑΓ. ΓΕΩΡΓΙΟΣ. [523, 676, 756, 726]
books-text: ΚΡΙΣΝΑΜΟΥΡΤΙ: «Τὰ πρῶτα θέματα τῆς μάθησης». Κυκλοφόρησε ἀπὸ τὶς ἐκδόσεις Κονιδάρη τὸ βιβλίο τοῦ Κρισναμούρτι. Ὁ συγγραφέας ἀναφέρεται σὲ θέματα μόρφωσης καὶ ἀγωγῆς. H. BENGTSON: «Ἡ ἱστορία τῆς ἀρχαίας Ἑλλάδος». [341, 523, 510, 637]
rifi-headline: ΣΕΡΒΙΤΟΡΟΣ ΖΑΧΑΡΟΠΛΑΣΤΕΙΟΥ ΔΙΕΡΡΗΞΕ ΑΡΓΥΡΑΜΟΙΒΕΙΟ [528, 473, 751, 501]
mourning-banner: ΠΕΝΘΗ [31, 811, 123, 843]
wounded-text: ΑΘΗΝΑ, 29.— Συνελήφθη ἀπὸ ὄργανα τῆς ἀσφαλείας ὁ 30χρονος Π. Παπαδόπουλος, ποὺ τραυμάτισε μὲ μαχαίρι σὲ καβγὰ στὴν πλατεία Ὁμονοίας ἕναν γνωστό του. [523, 1272, 756, 1335]
graduates-photo-title: ΤΕΛΕΙΟΦΟΙΤΕΣ ΤΟΥ Θ' ΛΥΚΕΙΟΥ ΘΗΛΕΩΝ ΘΕΣΣΑΛΟΝΙΚΗΣ [203, 4, 471, 31]
listings-column [165, 0, 510, 2349]
patra-headline: ΑΘΩΩΘΗΚΑΝ 13 ΤΕΧΝΙΚΟΙ ΤΗΣ ΔΕΗ [534, 757, 745, 784]
